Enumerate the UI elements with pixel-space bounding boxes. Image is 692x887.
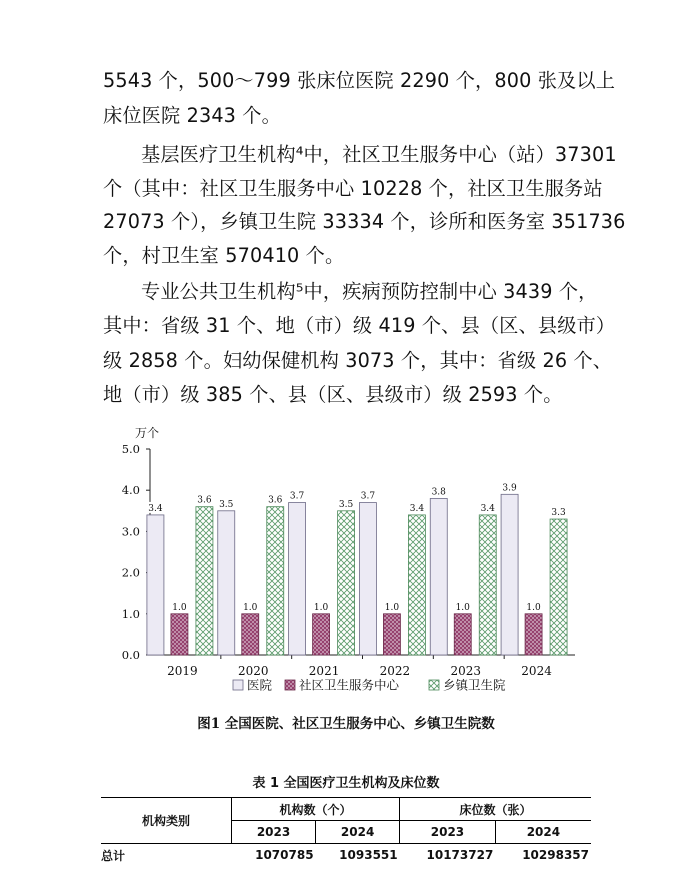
y-tick-label: 5.0 xyxy=(121,442,140,456)
column-header-year: 2024 xyxy=(316,821,400,844)
text-line: 5543 个，500～799 张床位医院 2290 个，800 张及以上 xyxy=(103,69,616,92)
legend-label: 医院 xyxy=(247,677,273,693)
x-tick-label: 2024 xyxy=(521,664,552,678)
bar xyxy=(454,614,471,655)
x-tick-label: 2023 xyxy=(450,664,482,678)
bar xyxy=(359,503,376,655)
x-tick-label: 2020 xyxy=(237,664,269,678)
bar xyxy=(479,515,496,655)
table-cell: 10298357 xyxy=(522,848,589,862)
data-label: 3.7 xyxy=(360,491,376,502)
text-line: 地（市）级 385 个、县（区、县级市）级 2593 个。 xyxy=(103,383,563,406)
column-header-year: 2024 xyxy=(495,821,591,844)
data-label: 3.3 xyxy=(551,508,566,519)
bar xyxy=(171,614,188,655)
bar xyxy=(383,614,400,655)
bar xyxy=(267,507,284,655)
table-cell: 1070785 xyxy=(255,848,314,862)
x-tick-label: 2022 xyxy=(379,664,411,678)
bar xyxy=(408,515,425,655)
text-line: 27073 个），乡镇卫生院 33334 个，诊所和医务室 351736 xyxy=(103,210,626,233)
column-group-header: 床位数（张） xyxy=(400,798,591,821)
column-header-year: 2023 xyxy=(400,821,496,844)
x-tick-label: 2021 xyxy=(308,664,340,678)
text-line: 级 2858 个。妇幼保健机构 3073 个，其中：省级 26 个、 xyxy=(103,349,613,372)
legend-swatch xyxy=(429,680,439,690)
y-axis-unit: 万个 xyxy=(135,426,160,440)
data-label: 3.4 xyxy=(480,503,495,514)
bar xyxy=(550,519,567,655)
data-label: 3.4 xyxy=(409,503,425,514)
legend-label: 社区卫生服务中心 xyxy=(299,677,400,693)
bar xyxy=(430,498,447,655)
column-header-year: 2023 xyxy=(232,821,316,844)
bar xyxy=(242,614,259,655)
data-label: 1.0 xyxy=(243,602,258,613)
data-label: 3.7 xyxy=(289,491,305,502)
legend-label: 乡镇卫生院 xyxy=(443,677,506,693)
text-line: 其中：省级 31 个、地（市）级 419 个、县（区、县级市） xyxy=(103,314,616,337)
bar xyxy=(218,511,235,655)
data-table xyxy=(101,797,591,866)
data-label: 3.5 xyxy=(219,499,234,510)
y-tick-label: 0.0 xyxy=(121,648,140,662)
column-group-header: 机构数（个） xyxy=(232,798,400,821)
row-label: 总计 xyxy=(101,848,126,863)
bar xyxy=(313,614,330,655)
bar-chart xyxy=(95,422,595,707)
table-row xyxy=(101,844,591,867)
column-header-category: 机构类别 xyxy=(101,798,232,844)
y-tick-label: 3.0 xyxy=(121,524,140,539)
legend-swatch xyxy=(285,680,295,690)
legend-swatch xyxy=(233,680,243,690)
table-cell: 10173727 xyxy=(426,848,494,862)
data-label: 3.5 xyxy=(338,499,354,510)
table-title: 表 1 全国医疗卫生机构及床位数 xyxy=(252,776,440,791)
data-label: 1.0 xyxy=(384,602,400,613)
text-line: 基层医疗卫生机构⁴中，社区卫生服务中心（站）37301 xyxy=(141,143,617,166)
y-tick-label: 1.0 xyxy=(121,606,140,621)
bar xyxy=(501,494,518,655)
data-label: 3.9 xyxy=(502,483,517,494)
text-line: 个（其中：社区卫生服务中心 10228 个，社区卫生服务站 xyxy=(103,177,603,200)
bar xyxy=(338,511,355,655)
y-tick-label: 4.0 xyxy=(121,483,140,498)
bar xyxy=(289,503,306,655)
data-label: 1.0 xyxy=(455,602,470,613)
data-label: 3.6 xyxy=(268,495,283,506)
x-tick-label: 2019 xyxy=(167,664,198,678)
data-label: 3.8 xyxy=(431,487,446,498)
data-label: 1.0 xyxy=(313,602,329,613)
text-line: 床位医院 2343 个。 xyxy=(103,104,281,127)
text-line: 个，村卫生室 570410 个。 xyxy=(103,244,345,267)
data-label: 1.0 xyxy=(172,602,187,613)
text-line: 专业公共卫生机构⁵中，疾病预防控制中心 3439 个， xyxy=(141,280,598,303)
bar xyxy=(147,515,164,655)
y-tick-label: 2.0 xyxy=(121,565,140,580)
figure-caption: 图1 全国医院、社区卫生服务中心、乡镇卫生院数 xyxy=(197,716,495,732)
table-cell: 1093551 xyxy=(339,848,398,862)
bar xyxy=(196,507,213,655)
bar xyxy=(525,614,542,655)
data-label: 3.4 xyxy=(148,503,163,514)
data-label: 1.0 xyxy=(526,602,541,613)
data-label: 3.6 xyxy=(197,495,212,506)
